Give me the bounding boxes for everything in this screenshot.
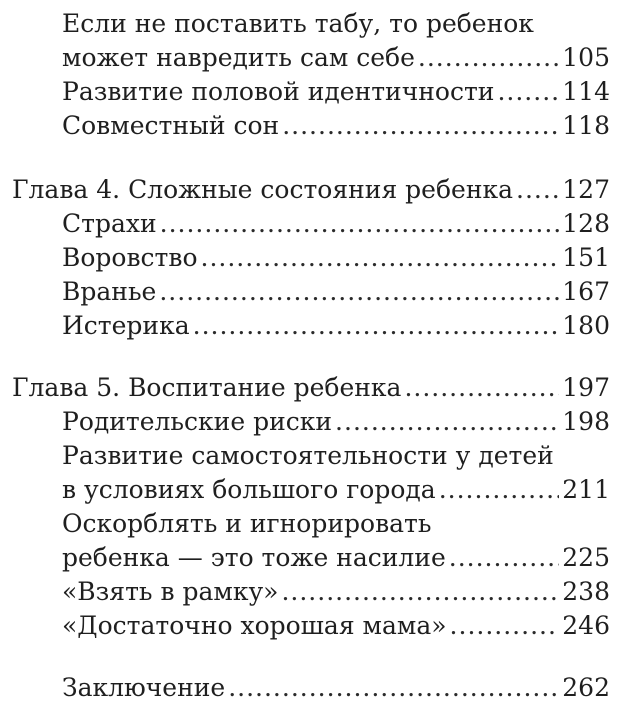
toc-page-number: 118 — [562, 111, 610, 140]
toc-entry-title: Воровство — [62, 243, 198, 272]
toc-page-number: 198 — [562, 407, 610, 436]
toc-entry-title: «Достаточно хорошая мама» — [62, 611, 447, 640]
toc-entry-title: Истерика — [62, 311, 190, 340]
toc-page-number: 128 — [562, 209, 610, 238]
toc-entry — [62, 206, 610, 242]
leader-dots — [282, 108, 559, 144]
toc-page-number: 246 — [562, 611, 610, 640]
toc-page-number: 105 — [562, 43, 610, 72]
toc-chapter-entry — [12, 370, 610, 406]
toc-entry — [62, 608, 610, 644]
toc-chapter-entry — [12, 172, 610, 208]
toc-entry-title: может навредить сам себе — [62, 43, 415, 72]
toc-entry — [62, 40, 610, 76]
toc-entry-title: Совместный сон — [62, 111, 280, 140]
toc-entry-text: Развитие самостоятельности у детей — [62, 441, 554, 470]
leader-dots — [193, 308, 560, 344]
toc-entry-title: Страхи — [62, 209, 157, 238]
toc-entry — [62, 308, 610, 344]
leader-dots — [449, 540, 560, 576]
toc-entry-title: Родительские риски — [62, 407, 333, 436]
toc-chapter-title: Глава 4. Сложные состояния ребенка — [12, 175, 514, 204]
leader-dots — [281, 574, 559, 610]
leader-dots — [335, 404, 559, 440]
toc-entry — [62, 540, 610, 576]
toc-entry — [62, 574, 610, 610]
leader-dots — [160, 206, 560, 242]
leader-dots — [497, 74, 559, 110]
toc-entry-title: Вранье — [62, 277, 157, 306]
toc-page-number: 262 — [562, 673, 610, 702]
toc-page-number: 127 — [562, 175, 610, 204]
toc-entry — [62, 670, 610, 706]
leader-dots — [228, 670, 559, 706]
toc-entry-title: в условиях большого города — [62, 475, 436, 504]
toc-entry — [62, 472, 610, 508]
leader-dots — [201, 240, 560, 276]
toc-page-number: 211 — [562, 475, 610, 504]
toc-page-number: 167 — [562, 277, 610, 306]
toc-page-number: 225 — [562, 543, 610, 572]
toc-page-number: 180 — [562, 311, 610, 340]
toc-entry-title: Развитие половой идентичности — [62, 77, 495, 106]
toc-entry — [62, 274, 610, 310]
leader-dots — [404, 370, 559, 406]
toc-page-number: 114 — [562, 77, 610, 106]
toc-entry — [62, 74, 610, 110]
toc-entry-title: ребенка — это тоже насилие — [62, 543, 446, 572]
toc-entry-text: Если не поставить табу, то ребенок — [62, 9, 534, 38]
toc-entry — [62, 404, 610, 440]
toc-page-number: 238 — [562, 577, 610, 606]
toc-page-number: 197 — [562, 373, 610, 402]
toc-entry-title: «Взять в рамку» — [62, 577, 279, 606]
toc-chapter-title: Глава 5. Воспитание ребенка — [12, 373, 402, 402]
toc-entry — [62, 108, 610, 144]
leader-dots — [516, 172, 559, 208]
toc-entry-title: Заключение — [62, 673, 226, 702]
leader-dots — [439, 472, 560, 508]
toc-entry — [62, 240, 610, 276]
toc-page-number: 151 — [562, 243, 610, 272]
leader-dots — [159, 274, 559, 310]
toc-entry-text: Оскорблять и игнорировать — [62, 509, 432, 538]
leader-dots — [450, 608, 560, 644]
leader-dots — [418, 40, 559, 76]
